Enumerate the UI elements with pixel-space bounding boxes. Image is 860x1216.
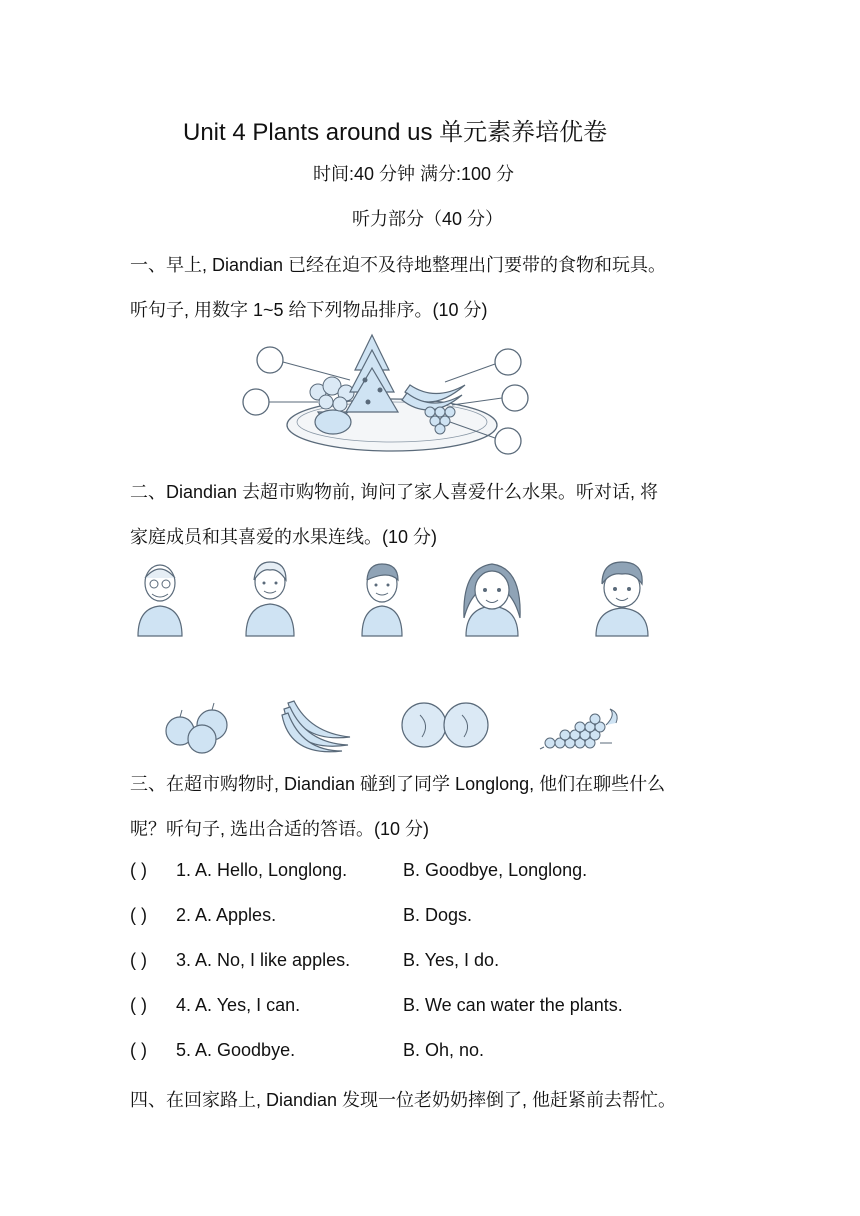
boy-icon [596,562,648,636]
christmas-tree-icon [346,335,398,412]
time-score-line: 时间:40 分钟 满分:100 分 [313,164,515,184]
section3-instruction-line2: 呢？听句子, 选出合适的答语。(10 分) [130,819,430,839]
grandma-icon [246,562,294,636]
question-5-option-b: B. Oh, no. [403,1040,485,1060]
question-1-option-b: B. Goodbye, Longlong. [403,860,588,880]
apples-icon [166,703,227,753]
section1-instruction-line2: 听句子, 用数字 1~5 给下列物品排序。(10 分) [130,300,488,320]
question-2-option-a: 2. A. Apples. [176,905,277,925]
section2-instruction-line2: 家庭成员和其喜爱的水果连线。(10 分) [130,527,438,547]
grapes-icon [540,709,617,749]
section4-instruction-line1: 四、在回家路上, Diandian 发现一位老奶奶摔倒了, 他赶紧前去帮忙。 [130,1090,677,1110]
question-4-option-a: 4. A. Yes, I can. [176,995,301,1015]
question-1-option-a: 1. A. Hello, Longlong. [176,860,348,880]
fruits-row [160,695,630,755]
family-people-row [130,558,660,638]
section1-instruction-line1: 一、早上, Diandian 已经在迫不及待地整理出门要带的食物和玩具。 [130,255,667,275]
question-3-option-a: 3. A. No, I like apples. [176,950,351,970]
answer-blank[interactable]: ( ) [130,905,147,925]
section1-illustration [240,330,540,460]
question-2-option-b: B. Dogs. [403,905,473,925]
answer-blank[interactable]: ( ) [130,995,147,1015]
father-icon [362,564,402,636]
question-3-option-b: B. Yes, I do. [403,950,500,970]
page-title: Unit 4 Plants around us 单元素养培优卷 [183,119,608,146]
listening-part-heading: 听力部分（40 分） [352,209,504,229]
bananas-icon [282,701,350,752]
answer-blank[interactable]: ( ) [130,860,147,880]
section2-instruction-line1: 二、Diandian 去超市购物前, 询问了家人喜爱什么水果。听对话, 将 [130,482,659,502]
question-5-option-a: 5. A. Goodbye. [176,1040,296,1060]
section3-instruction-line1: 三、在超市购物时, Diandian 碰到了同学 Longlong, 他们在聊些什么 [130,774,666,794]
answer-blank[interactable]: ( ) [130,1040,147,1060]
mother-icon [464,564,520,636]
oranges-icon [402,703,488,747]
grandpa-icon [138,565,182,636]
question-4-option-b: B. We can water the plants. [403,995,623,1015]
answer-blank[interactable]: ( ) [130,950,147,970]
